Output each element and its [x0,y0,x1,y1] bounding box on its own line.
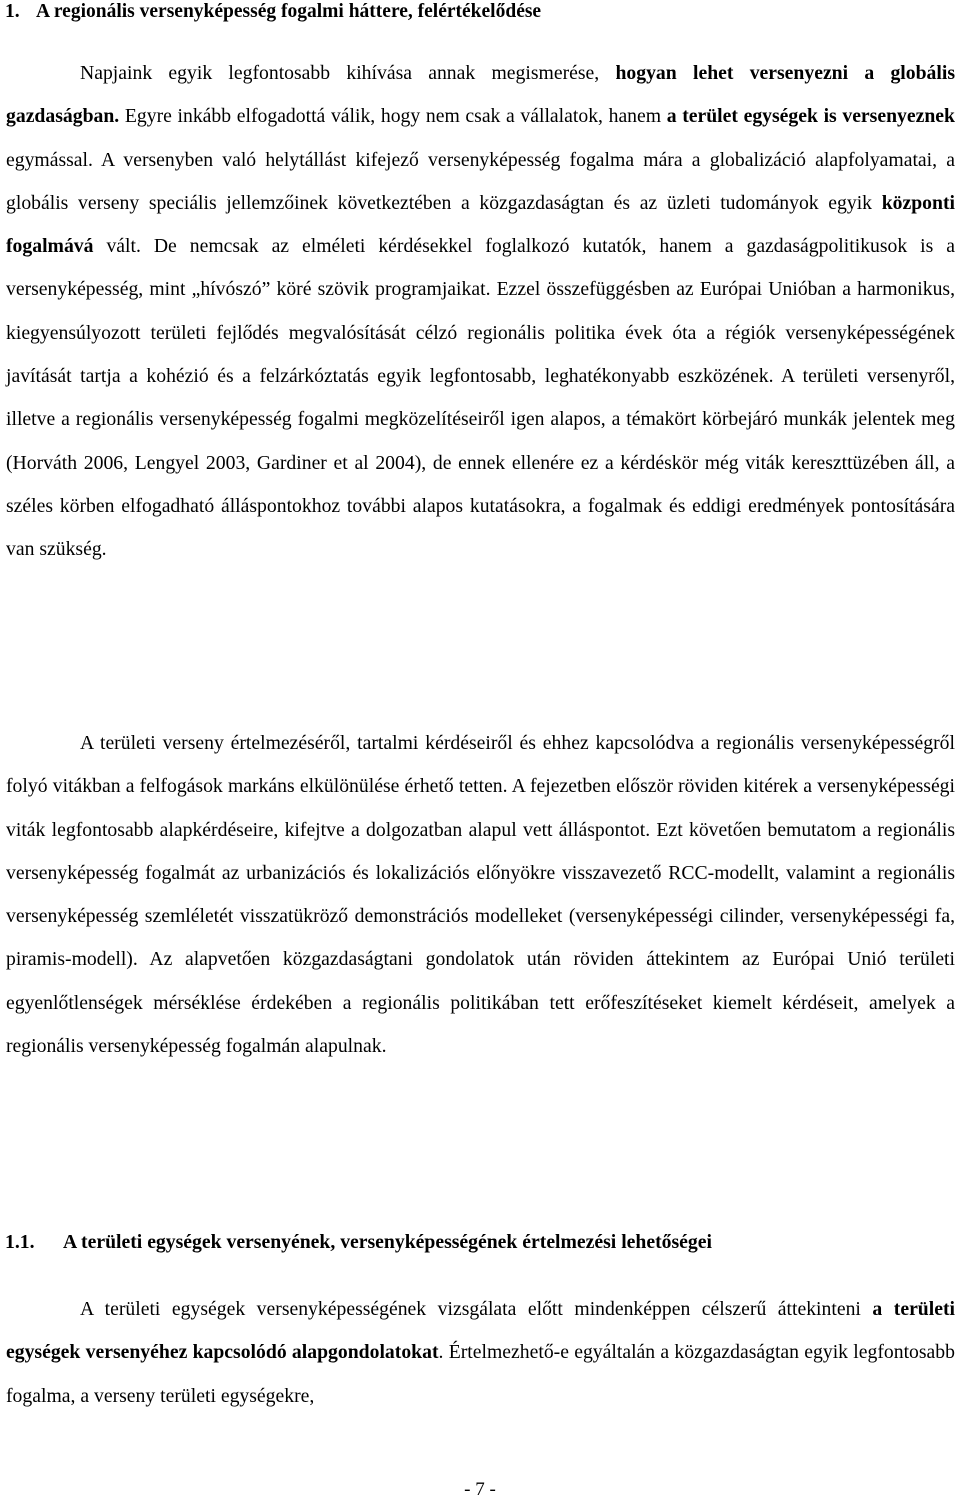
section-title: A területi egységek versenyének, versenyképességének értelmezési lehetőségei [63,1231,712,1253]
paragraph-intro [6,52,955,572]
chapter-heading [5,0,945,26]
page-number: - 7 - [464,1479,496,1500]
text-run: vált. De nemcsak az elméleti kérdésekkel foglalkozó kutatók, hanem a gazdaságpolitikusok is a versenyképesség, mint „hívószó” köré szövik programjaikat. Ezzel összefüggésben az Európai Unióban a harmonikus, kiegyensúlyozott területi fejlődés megvalósítását célzó regionális politika évek óta a régiók versenyképességének javítását tartja a kohézió és a felzárkóztatás egyik legfontosabb, leghatékonyabb eszközének. A területi versenyről, illetve a regionális versenyképesség fogalmi megközelítéseiről igen alapos, a témakört körbejáró munkák jelentek meg (Horváth 2006, Lengyel 2003, Gardiner et al 2004), de ennek ellenére ez a kérdéskör még viták kereszttüzében áll, a széles körben elfogadható álláspontokhoz további alapos kutatásokra, a fogalmak és eddigi eredmények pontosítására van szükség. [6,235,955,561]
chapter-number: 1. [5,1,20,22]
text-run: A területi egységek versenyképességének vizsgálata előtt mindenképpen célszerű áttekinteni [80,1298,873,1320]
text-run: Egyre inkább elfogadottá válik, hogy nem csak a vállalatok, hanem [119,105,667,128]
section-heading [5,1227,955,1257]
text-run: egymással. A versenyben való helytállást kifejező versenyképesség fogalma mára a globalizáció alapfolyamatai, a globális verseny speciális jellemzőinek következtében a közgazdaságtan és az üzleti tudományok egyik [6,148,955,214]
paragraph-section-intro [6,1288,955,1418]
chapter-title: A regionális versenyképesség fogalmi háttere, felértékelődése [36,1,542,22]
bold-text-run: hogyan lehet versenyezni a globális gazdaságban. [6,62,956,128]
bold-text-run: a területi egységek versenyéhez kapcsolódó alapgondolatokat [6,1298,955,1364]
bold-text-run: központi fogalmává [6,191,955,258]
paragraph-chapter-overview: A területi verseny értelmezéséről, tartalmi kérdéseiről és ehhez kapcsolódva a regionális versenyképességről folyó vitákban a felfogások markáns elkülönülése érhető tetten. A fejezetben először röviden kitérek a versenyképességi viták legfontosabb alapkérdéseire, kifejtve a dolgozatban alapul vett álláspontot. Ezt követően bemutatom a regionális versenyképesség fogalmát az urbanizációs és lokalizációs előnyökre visszavezető RCC-modellt, valamint a regionális versenyképesség szemléletét visszatükröző demonstrációs modelleket (versenyképességi cilinder, versenyképességi fa, piramis-modell). Az alapvetően közgazdaságtani gondolatok után röviden áttekintem az Európai Unió területi egyenlőtlenségek mérséklése érdekében a regionális politikában tett erőfeszítéseket kiemelt kérdéseit, amelyek a regionális versenyképesség fogalmán alapulnak. [6,732,955,1058]
text-run: Napjaink egyik legfontosabb kihívása annak megismerése, [80,62,616,84]
section-number: 1.1. [5,1231,35,1253]
text-run: . Értelmezhető-e egyáltalán a közgazdaságtan egyik legfontosabb fogalma, a verseny területi egységekre, [6,1341,955,1407]
bold-text-run: a terület egységek is versenyeznek [666,105,955,128]
